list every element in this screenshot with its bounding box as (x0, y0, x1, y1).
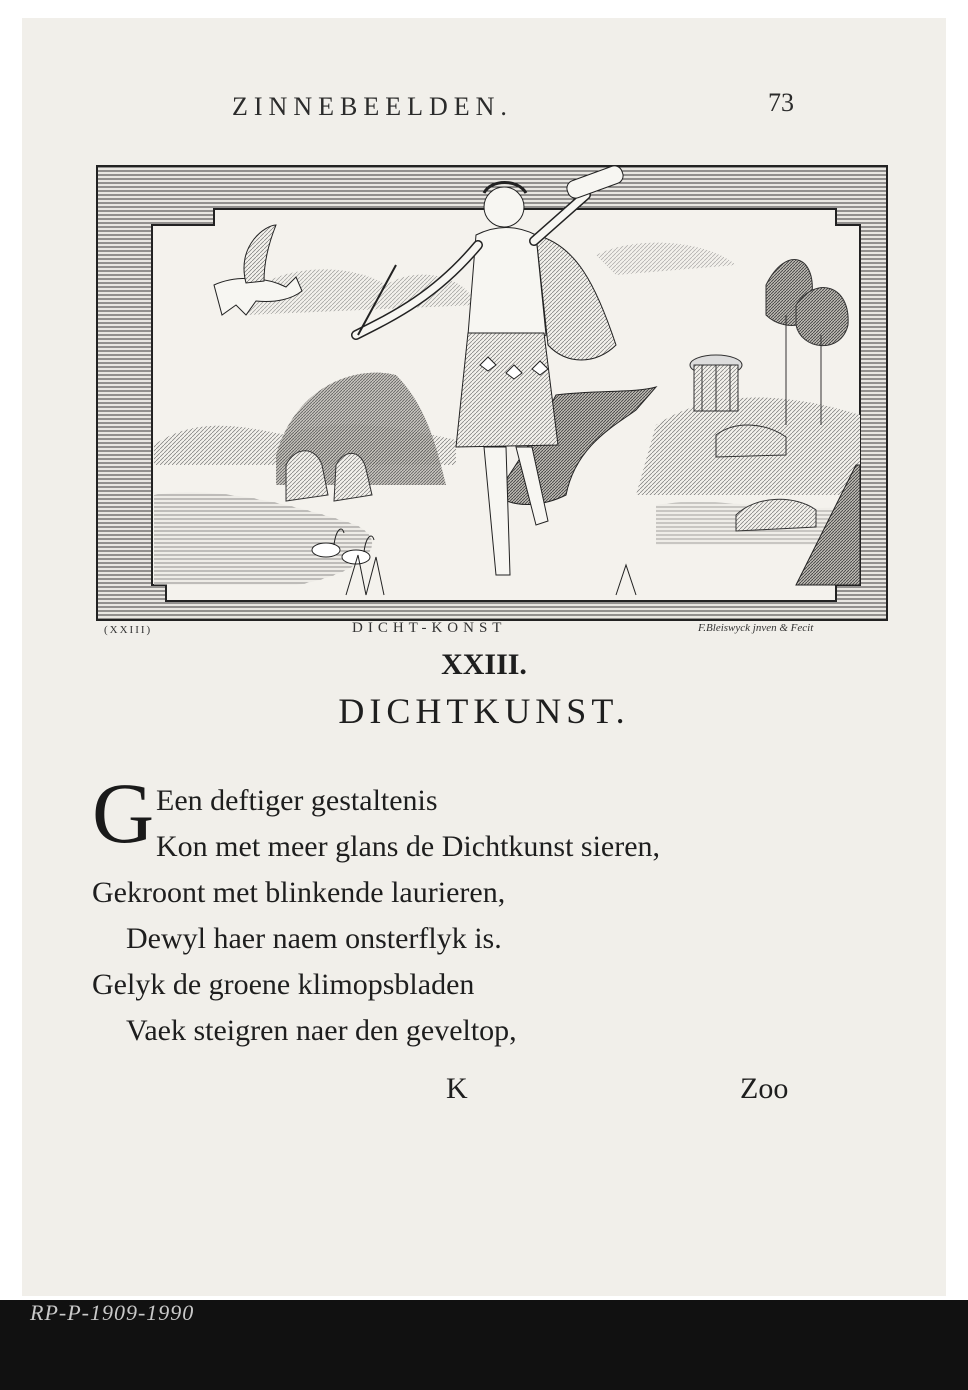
signature-mark: K (446, 1072, 468, 1105)
engraving-plate (96, 165, 888, 621)
catchword: Zoo (740, 1072, 789, 1105)
verse-line: Gekroont met blinkende laurieren, (92, 876, 506, 909)
plate-number-label: (XXIII) (104, 624, 153, 636)
engraving-illustration (96, 165, 888, 621)
running-head: ZINNEBEELDEN. (232, 92, 513, 121)
verse-line: Dewyl haer naem onsterflyk is. (126, 922, 502, 955)
page-number: 73 (768, 88, 794, 117)
collection-stamp: RP-P-1909-1990 (30, 1300, 195, 1325)
engraver-credit: F.Bleiswyck jnven & Fecit (698, 622, 814, 634)
verse-line: Vaek steigren naer den geveltop, (126, 1014, 517, 1047)
verse-line: Kon met meer glans de Dichtkunst sieren, (156, 830, 661, 863)
emblem-numeral: XXIII. (441, 648, 527, 681)
drop-cap: G (92, 765, 155, 861)
verse-line: Een deftiger gestaltenis (156, 784, 438, 817)
verse-line: Gelyk de groene klimopsbladen (92, 968, 475, 1001)
emblem-title: DICHTKUNST. (338, 691, 630, 731)
plate-title: DICHT-KONST (352, 620, 507, 636)
